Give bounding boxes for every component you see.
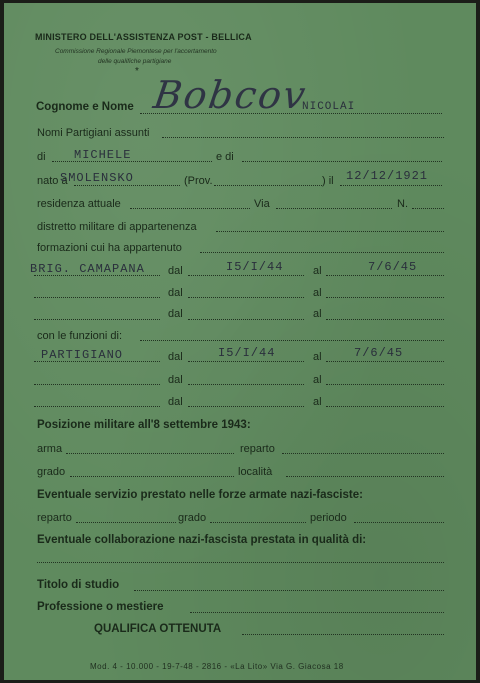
label-dal: dal (168, 287, 183, 299)
line-fdal-1 (188, 361, 304, 362)
line-formation-1 (34, 275, 160, 276)
line-nomi (162, 137, 444, 138)
line-grado-2 (210, 522, 306, 523)
commission-line-2: delle qualifiche partigiane (98, 58, 172, 65)
label-dal: dal (168, 308, 183, 320)
line-dal-1 (188, 275, 304, 276)
label-al: al (313, 308, 322, 320)
line-localita (286, 476, 444, 477)
line-birthplace (74, 185, 180, 186)
label-distretto: distretto militare di appartenenza (37, 221, 197, 233)
label-residenza: residenza attuale (37, 198, 121, 210)
line-n (412, 208, 444, 209)
label-professione: Professione o mestiere (37, 601, 164, 613)
line-formation-2 (34, 297, 160, 298)
label-reparto: reparto (240, 443, 275, 455)
line-al-2 (326, 297, 444, 298)
label-qualifica: QUALIFICA OTTENUTA (94, 623, 222, 635)
label-cognome-nome: Cognome e Nome (36, 101, 134, 113)
line-distretto (216, 231, 444, 232)
footer-print-info: Mod. 4 - 10.000 - 19-7-48 - 2816 - «La Lito» Via G. Giacosa 18 (90, 662, 344, 671)
line-function-2 (34, 384, 160, 385)
formation-from-value: I5/I/44 (226, 260, 284, 274)
line-reparto-2 (76, 522, 176, 523)
label-grado: grado (37, 466, 66, 478)
line-collab (37, 562, 444, 563)
line-via (276, 208, 392, 209)
label-via: Via (254, 198, 270, 210)
line-birthdate (340, 185, 442, 186)
first-name-value: NICOLAI (302, 101, 356, 113)
label-al: al (313, 351, 322, 363)
line-al-1 (326, 275, 444, 276)
label-al: al (313, 396, 322, 408)
function-to-value: 7/6/45 (354, 346, 404, 360)
label-al: al (313, 374, 322, 386)
label-titolo-studio: Titolo di studio (37, 579, 120, 591)
label-n: N. (397, 198, 408, 210)
function-name-value: PARTIGIANO (41, 348, 124, 362)
line-titolo (134, 590, 444, 591)
line-function-3 (34, 406, 160, 407)
line-function-1 (34, 361, 160, 362)
commission-line-1: Commissione Regionale Piemontese per l'accertamento (55, 48, 217, 55)
label-dal: dal (168, 396, 183, 408)
father-value: MICHELE (74, 148, 132, 162)
line-professione (190, 612, 444, 613)
label-al: al (313, 287, 322, 299)
label-dal: dal (168, 374, 183, 386)
label-posizione: Posizione militare all'8 settembre 1943: (37, 419, 251, 431)
label-grado-2: grado (178, 512, 207, 524)
line-formazioni (200, 252, 444, 253)
star-mark: * (135, 66, 139, 77)
line-mother (242, 161, 442, 162)
surname-signature: Bobcov (150, 73, 310, 117)
label-al: al (313, 265, 322, 277)
label-dal: dal (168, 351, 183, 363)
formation-name-value: BRIG. CAMAPANA (30, 262, 145, 276)
line-prov (214, 185, 322, 186)
label-funzioni: con le funzioni di: (37, 330, 122, 342)
label-formazioni: formazioni cui ha appartenuto (37, 242, 182, 254)
line-fal-1 (326, 361, 444, 362)
ministry-title: MINISTERO DELL'ASSISTENZA POST - BELLICA (35, 32, 252, 42)
line-arma (66, 453, 234, 454)
line-funzioni (140, 340, 444, 341)
line-al-3 (326, 319, 444, 320)
line-reparto (282, 453, 444, 454)
label-localita: località (238, 466, 273, 478)
line-fal-3 (326, 406, 444, 407)
line-dal-3 (188, 319, 304, 320)
label-e-di: e di (216, 151, 234, 163)
line-qualifica (242, 634, 444, 635)
birth-date-value: 12/12/1921 (346, 169, 429, 183)
label-reparto-2: reparto (37, 512, 72, 524)
line-grado (70, 476, 234, 477)
label-nato-a: nato a (37, 175, 68, 187)
label-nomi-partigiani: Nomi Partigiani assunti (37, 127, 150, 139)
line-fdal-3 (188, 406, 304, 407)
function-from-value: I5/I/44 (218, 346, 276, 360)
label-dal: dal (168, 265, 183, 277)
line-residenza (130, 208, 250, 209)
label-arma: arma (37, 443, 63, 455)
document-card (4, 3, 476, 680)
line-formation-3 (34, 319, 160, 320)
label-eventuale-servizio: Eventuale servizio prestato nelle forze armate nazi-fasciste: (37, 489, 363, 501)
label-di: di (37, 151, 46, 163)
line-periodo (354, 522, 444, 523)
formation-to-value: 7/6/45 (368, 260, 418, 274)
birthplace-value: SMOLENSKO (60, 171, 134, 185)
label-periodo: periodo (310, 512, 347, 524)
line-dal-2 (188, 297, 304, 298)
label-il: ) il (322, 175, 334, 187)
line-fdal-2 (188, 384, 304, 385)
label-prov: (Prov. (184, 175, 213, 187)
label-eventuale-collab: Eventuale collaborazione nazi-fascista prestata in qualità di: (37, 534, 367, 546)
line-fal-2 (326, 384, 444, 385)
